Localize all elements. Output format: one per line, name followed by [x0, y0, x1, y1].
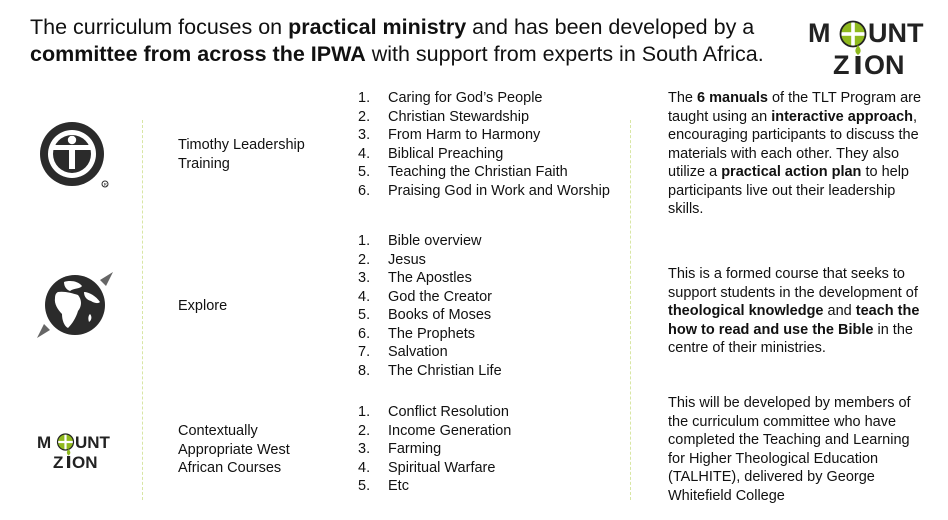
course-description-west-african: This will be developed by members of the curriculum committee who have completed the Teaching and Learning for Higher Theological Education (TALHITE), delivered by George Whitefield College: [668, 395, 911, 504]
list-item: 2. Jesus: [358, 251, 426, 268]
brand-text-m: M: [808, 18, 831, 48]
headline-bold-2: committee from across the IPWA: [30, 42, 366, 66]
cross-wheel-icon: [841, 22, 866, 47]
course-name-explore: Explore: [178, 298, 228, 314]
list-item: 2. Christian Stewardship: [358, 108, 530, 125]
svg-text:M: M: [37, 433, 52, 452]
headline-text-1: The curriculum focuses on: [30, 15, 289, 39]
course-description-tlt: The 6 manuals of the TLT Program are taught using an interactive approach, encouraging participants to discuss the materials with each other. They also utilize a practical action plan to help participants live out their leadership skills.: [668, 90, 922, 217]
list-item: 8. The Christian Life: [358, 362, 502, 379]
svg-text:Z: Z: [53, 453, 64, 472]
manual-list-west-african: [358, 403, 620, 496]
svg-text:R: R: [103, 182, 107, 187]
course-name-tlt: Timothy Leadership Training: [178, 137, 305, 172]
list-item: 4. Biblical Preaching: [358, 145, 504, 162]
course-description-explore: This is a formed course that seeks to support students in the development of theological knowledge and teach the how to read and use the Bible in the centre of their ministries.: [668, 266, 920, 356]
course-name-west-african: Contextually Appropriate West African Courses: [178, 423, 290, 476]
list-item: 2. Income Generation: [358, 422, 512, 439]
headline-bold-1: practical ministry: [288, 15, 467, 39]
headline-text-2: and has been developed by a: [466, 15, 755, 39]
list-item: 3. Farming: [358, 441, 442, 457]
list-item: 6. The Prophets: [358, 325, 476, 342]
column-divider-right: [630, 120, 631, 500]
brand-text-unt: UNT: [868, 18, 924, 48]
globe-icon: [34, 270, 116, 345]
manual-list-tlt: [358, 89, 620, 200]
headline: [30, 14, 800, 68]
list-item: 3. The Apostles: [358, 270, 472, 286]
svg-text:UNT: UNT: [75, 433, 110, 452]
mount-zion-logo: [806, 12, 932, 80]
brand-text-z: Z: [833, 50, 850, 80]
lamp-i-icon: [855, 45, 860, 74]
tlt-logo-icon: [38, 118, 112, 197]
list-item: 1. Caring for God’s People: [358, 90, 543, 106]
manual-list-explore: [358, 232, 620, 380]
list-item: 7. Salvation: [358, 344, 448, 360]
list-item: 5. Books of Moses: [358, 307, 492, 323]
list-item: 6. Praising God in Work and Worship: [358, 182, 610, 199]
list-item: 1. Bible overview: [358, 233, 482, 249]
list-item: 3. From Harm to Harmony: [358, 127, 541, 143]
list-item: 4. Spiritual Warfare: [358, 459, 496, 476]
list-item: 5. Etc: [358, 478, 409, 494]
list-item: 1. Conflict Resolution: [358, 404, 509, 420]
column-divider-left: [142, 120, 143, 500]
mount-zion-small-logo-icon: [36, 428, 116, 477]
brand-text-on: ON: [864, 50, 905, 80]
list-item: 4. God the Creator: [358, 288, 492, 305]
svg-text:ON: ON: [72, 453, 98, 472]
headline-text-3: with support from experts in South Africa.: [365, 42, 764, 66]
list-item: 5. Teaching the Christian Faith: [358, 164, 568, 180]
